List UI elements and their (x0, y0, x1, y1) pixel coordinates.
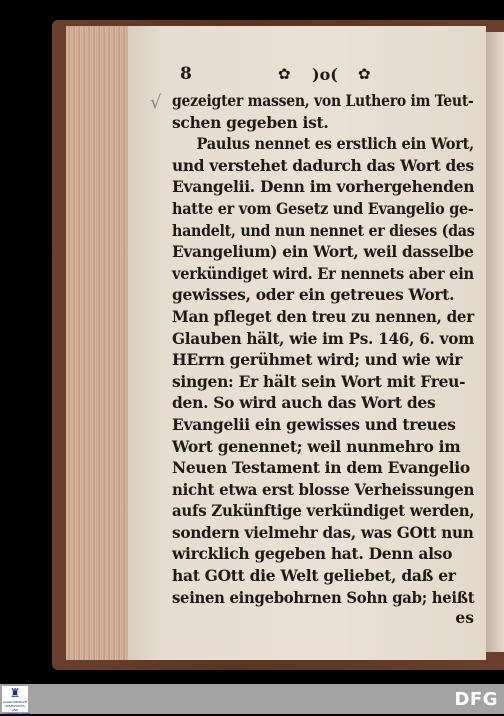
text-line: Glauben hält, wie im Ps. 146, 6. vom (172, 328, 475, 348)
text-line: HErrn gerühmet wird; und wie wir (172, 350, 463, 370)
text-line: Man pfleget den treu zu nennen, der (172, 306, 474, 326)
text-line: nicht etwa erst blosse Verheissungen (172, 479, 475, 499)
ornament-center: )o( (312, 65, 338, 84)
text-line: gewisses, oder ein getreues Wort. (172, 285, 455, 305)
ornament-right: ✿ (358, 65, 371, 83)
text-line: den. So wird auch das Wort des (172, 393, 436, 413)
text-line: wircklich gegeben hat. Denn also (172, 544, 453, 564)
text-line: Paulus nennet es erstlich ein Wort, (196, 134, 474, 154)
text-line: Evangelii ein gewisses und treues (172, 414, 456, 434)
text-line: Evangelii. Denn im vorhergehenden (172, 177, 475, 197)
library-logo-text: SAARLÄNDISCHE UNIVERSITÄTS- UND LANDESBIBLIOTHEK (2, 700, 31, 716)
text-line: schen gegeben ist. (172, 112, 329, 132)
facing-page-edge (486, 32, 504, 652)
page-edges (66, 26, 128, 660)
text-line: sondern vielmehr das, was GOtt nun (172, 522, 474, 542)
text-body (172, 90, 474, 608)
library-logo[interactable] (2, 686, 31, 716)
text-line: und verstehet dadurch das Wort des (172, 155, 474, 175)
library-logo-icon: ♜ (9, 686, 21, 700)
page-text (172, 64, 475, 628)
margin-mark: √ (150, 92, 162, 113)
text-line: Wort genennet; weil nunmehro im (172, 436, 461, 456)
page-header (172, 64, 474, 90)
text-line: seinen eingebohrnen Sohn gab; heißt (172, 587, 475, 607)
viewer-footer (0, 684, 504, 714)
text-line: Neuen Testament in dem Evangelio (172, 458, 470, 478)
dfg-logo[interactable]: DFG (454, 689, 498, 710)
text-line: hat GOtt die Welt geliebet, daß er (172, 566, 456, 586)
catchword: es (455, 608, 474, 628)
text-line: verkündiget wird. Er nennets aber ein (172, 263, 474, 283)
ornament-left: ✿ (278, 65, 291, 83)
text-line: gezeigter massen, von Luthero im Teut- (172, 91, 474, 110)
text-line: singen: Er hält sein Wort mit Freu- (172, 371, 466, 391)
text-line: Evangelium) ein Wort, weil dasselbe (172, 242, 474, 262)
text-line: handelt, und nun nennet er dieses (das (172, 220, 475, 240)
page-number: 8 (180, 64, 192, 84)
text-line: hatte er vom Gesetz und Evangelio ge- (172, 198, 474, 218)
text-line: aufs Zukünftige verkündiget werden, (172, 501, 475, 521)
